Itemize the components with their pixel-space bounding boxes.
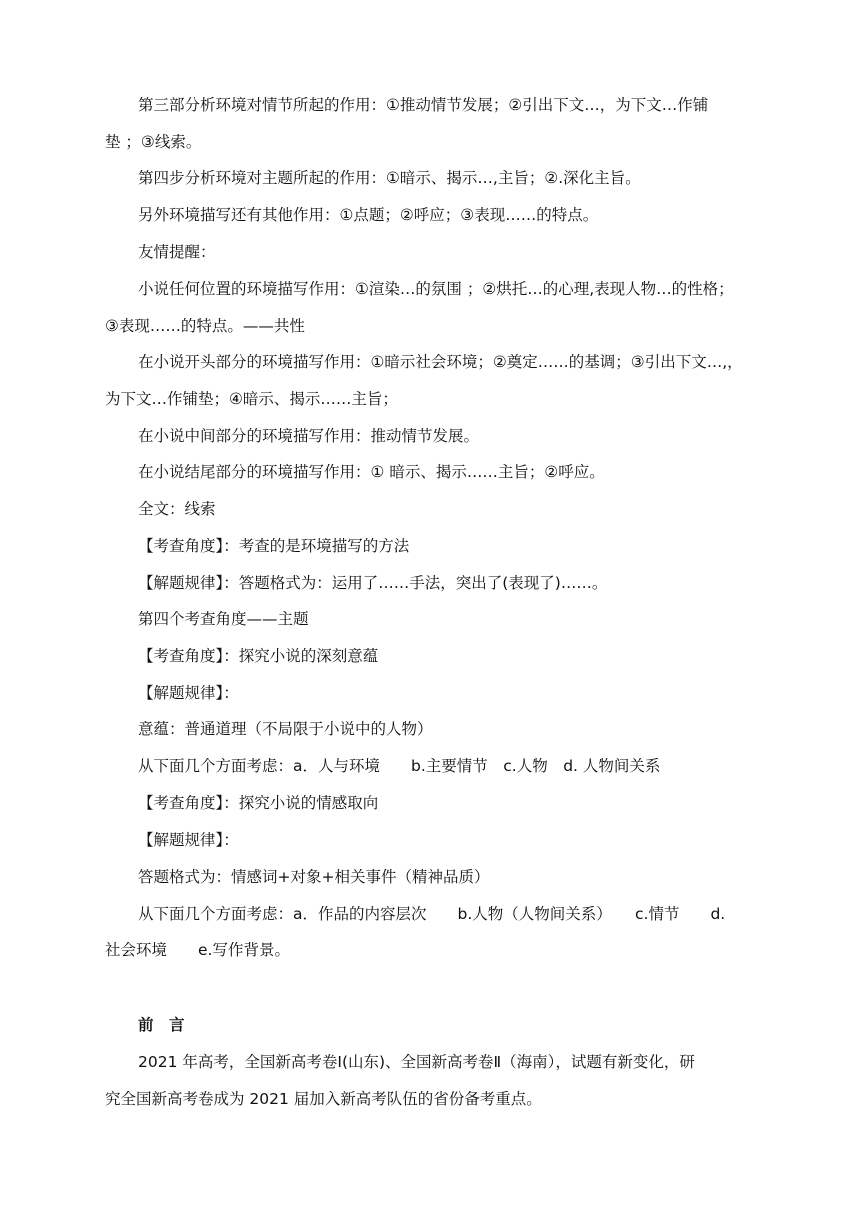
paragraph-line: 从下面几个方面考虑：a．作品的内容层次 b.人物（人物间关系） c.情节 d. bbox=[138, 905, 726, 923]
preface-line: 究全国新高考卷成为 2021 届加入新高考队伍的省份备考重点。 bbox=[105, 1090, 542, 1108]
paragraph-line: 为下文…作铺垫；④暗示、揭示……主旨； bbox=[105, 390, 398, 408]
paragraph-line: 第三部分析环境对情节所起的作用：①推动情节发展；②引出下文…，为下文…作铺 bbox=[138, 96, 709, 114]
preface-line: 2021 年高考，全国新高考卷Ⅰ(山东)、全国新高考卷Ⅱ（海南），试题有新变化，研 bbox=[138, 1053, 695, 1071]
paragraph-line: 答题格式为：情感词+对象+相关事件（精神品质） bbox=[138, 868, 490, 886]
paragraph-line: 【考查角度】：考查的是环境描写的方法 bbox=[138, 537, 410, 555]
paragraph-line: 在小说结尾部分的环境描写作用：① 暗示、揭示……主旨；②呼应。 bbox=[138, 463, 605, 481]
paragraph-line: 友情提醒： bbox=[138, 243, 216, 261]
paragraph-line: 【考查角度】：探究小说的情感取向 bbox=[138, 794, 379, 812]
section-heading-preface: 前 言 bbox=[138, 1016, 185, 1034]
paragraph-line: 第四步分析环境对主题所起的作用：①暗示、揭示…,主旨；②.深化主旨。 bbox=[138, 169, 641, 187]
paragraph-line: 【解题规律】： bbox=[138, 684, 239, 702]
paragraph-line: ③表现……的特点。——共性 bbox=[105, 317, 305, 335]
paragraph-line: 在小说中间部分的环境描写作用：推动情节发展。 bbox=[138, 427, 480, 445]
paragraph-line: 垫 ；③线索。 bbox=[105, 133, 202, 151]
paragraph-line: 【考查角度】：探究小说的深刻意蕴 bbox=[138, 647, 379, 665]
paragraph-line: 小说任何位置的环境描写作用：①渲染…的氛围 ；②烘托…的心理,表现人物…的性格； bbox=[138, 280, 734, 298]
paragraph-line: 社会环境 e.写作背景。 bbox=[105, 941, 290, 959]
paragraph-line: 全文：线索 bbox=[138, 500, 216, 518]
paragraph-line: 从下面几个方面考虑：a．人与环境 b.主要情节 c.人物 d. 人物间关系 bbox=[138, 757, 661, 775]
paragraph-line: 第四个考查角度——主题 bbox=[138, 610, 309, 628]
paragraph-line: 另外环境描写还有其他作用：①点题；②呼应；③表现……的特点。 bbox=[138, 206, 599, 224]
paragraph-line: 【解题规律】： bbox=[138, 831, 239, 849]
paragraph-line: 在小说开头部分的环境描写作用：①暗示社会环境；②奠定……的基调；③引出下文…,， bbox=[138, 353, 743, 371]
paragraph-line: 意蕴：普通道理（不局限于小说中的人物） bbox=[138, 720, 433, 738]
paragraph-line: 【解题规律】：答题格式为：运用了……手法，突出了(表现了)……。 bbox=[138, 574, 608, 592]
